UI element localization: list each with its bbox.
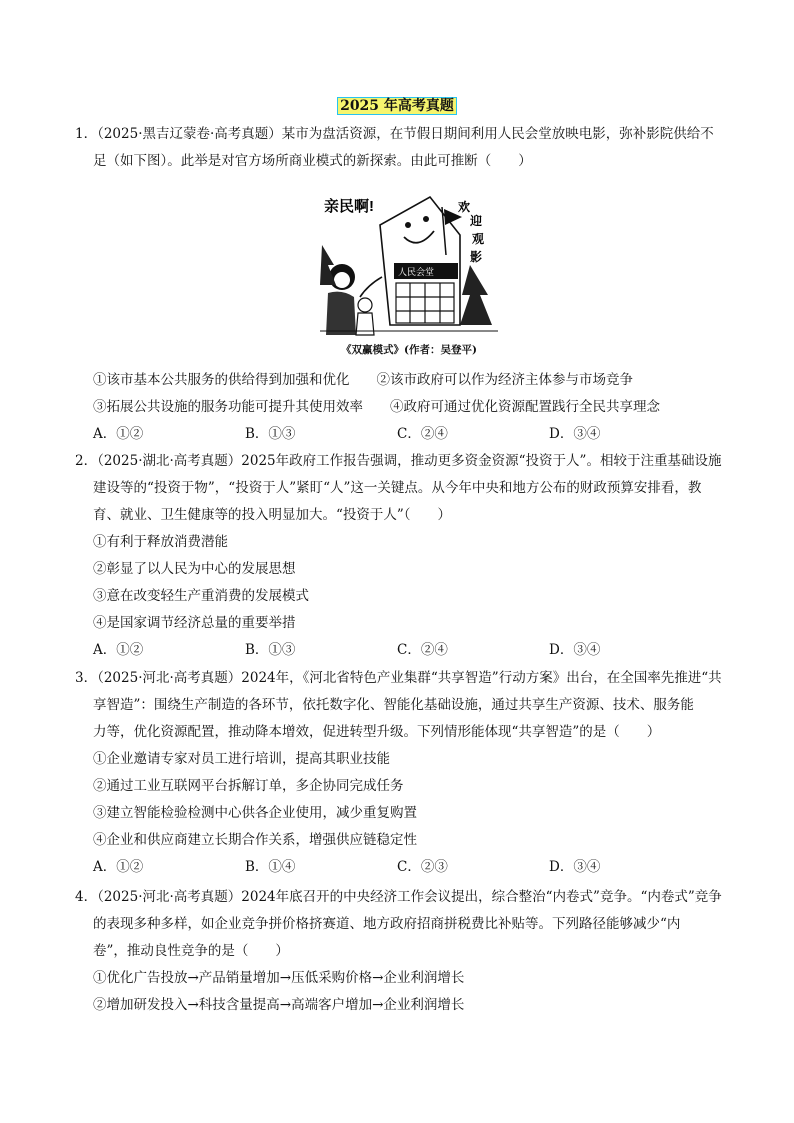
question-2-option-4: ④是国家调节经济总量的重要举措 bbox=[93, 615, 296, 631]
cartoon-figure bbox=[320, 185, 498, 337]
question-2-stem-line-1 bbox=[75, 448, 725, 475]
question-4-option-2: ②增加研发投入→科技含量提高→高端客户增加→企业利润增长 bbox=[93, 997, 465, 1013]
question-3-option-3: ③建立智能检验检测中心供各企业使用，减少重复购置 bbox=[93, 805, 417, 821]
question-3-number: 3． bbox=[75, 670, 98, 686]
question-1-stem-line-1 bbox=[75, 121, 725, 148]
question-2-number: 2． bbox=[75, 453, 98, 469]
question-1-choice-b[interactable]: B．①③ bbox=[245, 426, 296, 442]
question-1-option-row-1: ①该市基本公共服务的供给得到加强和优化 ②该市政府可以作为经济主体参与市场竞争 bbox=[93, 372, 633, 388]
speech-right-char-3: 观 bbox=[472, 232, 485, 246]
question-1-choice-d[interactable]: D．③④ bbox=[549, 426, 601, 442]
question-1-stem-line-2: 足（如下图）。此举是对官方场所商业模式的新探索。由此可推断（ ） bbox=[93, 153, 532, 169]
title-text: 年高考真题 bbox=[379, 98, 454, 114]
question-1-options bbox=[75, 367, 725, 448]
title-year: 2025 bbox=[340, 98, 380, 114]
question-4-stem-line-3: 卷”，推动良性竞争的是（ ） bbox=[93, 943, 289, 959]
question-2-choices bbox=[75, 637, 725, 664]
question-4 bbox=[75, 884, 725, 1019]
question-2-choice-d[interactable]: D．③④ bbox=[549, 642, 601, 658]
page-title bbox=[0, 95, 794, 115]
question-3-choices bbox=[75, 854, 725, 881]
question-2-choice-c[interactable]: C．②④ bbox=[397, 642, 448, 658]
building-sign-text: 人民会堂 bbox=[398, 268, 435, 278]
speech-right-char-4: 影 bbox=[470, 250, 483, 264]
question-3-stem-line-3: 力等，优化资源配置，推动降本增效，促进转型升级。下列情形能体现“共享智造”的是（ ） bbox=[93, 724, 661, 740]
figure-caption: 《双赢模式》(作者：吴登平) bbox=[341, 344, 477, 356]
speech-right-char-2: 迎 bbox=[470, 214, 483, 228]
question-2-stem-line-2: 建设等的“投资于物”，“投资于人”紧盯“人”这一关键点。从今年中央和地方公布的财政预算安排看，教 bbox=[93, 480, 702, 496]
question-3-choice-a[interactable]: A．①② bbox=[93, 859, 144, 875]
question-3-stem-line-1 bbox=[75, 665, 725, 692]
speech-right-char-1: 欢 bbox=[458, 200, 471, 214]
question-1-choices bbox=[75, 421, 725, 448]
title-highlight bbox=[337, 97, 457, 115]
question-4-option-1: ①优化广告投放→产品销量增加→压低采购价格→企业利润增长 bbox=[93, 970, 465, 986]
question-1-number: 1． bbox=[75, 126, 98, 142]
question-3-choice-c[interactable]: C．②③ bbox=[397, 859, 448, 875]
question-2-choice-b[interactable]: B．①③ bbox=[245, 642, 296, 658]
question-3-option-2: ②通过工业互联网平台拆解订单，多企协同完成任务 bbox=[93, 778, 404, 794]
question-4-stem-line-1 bbox=[75, 884, 725, 911]
question-1-choice-a[interactable]: A．①② bbox=[93, 426, 144, 442]
question-4-stem-text-1: （2025·河北·高考真题）2024年底召开的中央经济工作会议提出，综合整治“内卷式”竞争。“内卷式”竞争 bbox=[97, 889, 722, 905]
question-2-option-2: ②彰显了以人民为中心的发展思想 bbox=[93, 561, 296, 577]
question-3-choice-d[interactable]: D．③④ bbox=[549, 859, 601, 875]
question-3 bbox=[75, 665, 725, 881]
question-3-choice-b[interactable]: B．①④ bbox=[245, 859, 296, 875]
question-3-option-1: ①企业邀请专家对员工进行培训，提高其职业技能 bbox=[93, 751, 390, 767]
question-1-option-row-2: ③拓展公共设施的服务功能可提升其使用效率 ④政府可通过优化资源配置践行全民共享理念 bbox=[93, 399, 660, 415]
question-1-choice-c[interactable]: C．②④ bbox=[397, 426, 448, 442]
question-3-stem-line-2: 享智造”：围绕生产制造的各环节，依托数字化、智能化基础设施，通过共享生产资源、技术、服务能 bbox=[93, 697, 694, 713]
question-2 bbox=[75, 448, 725, 664]
question-2-choice-a[interactable]: A．①② bbox=[93, 642, 144, 658]
question-1 bbox=[75, 121, 725, 175]
question-2-option-3: ③意在改变轻生产重消费的发展模式 bbox=[93, 588, 309, 604]
question-3-option-4: ④企业和供应商建立长期合作关系，增强供应链稳定性 bbox=[93, 832, 417, 848]
question-2-option-1: ①有利于释放消费潜能 bbox=[93, 534, 228, 550]
question-4-number: 4． bbox=[75, 889, 98, 905]
question-4-stem-line-2: 的表现多种多样，如企业竞争拼价格挤赛道、地方政府招商拼税费比补贴等。下列路径能够减少“内 bbox=[93, 916, 681, 932]
speech-left: 亲民啊! bbox=[324, 198, 374, 215]
question-1-stem-text-1: （2025·黑吉辽蒙卷·高考真题）某市为盘活资源，在节假日期间利用人民会堂放映电影，弥补影院供给不 bbox=[97, 126, 714, 142]
question-3-stem-text-1: （2025·河北·高考真题）2024年，《河北省特色产业集群“共享智造”行动方案》出台，在全国率先推进“共 bbox=[97, 670, 722, 686]
child-figure bbox=[358, 298, 372, 312]
question-2-stem-line-3: 育、就业、卫生健康等的投入明显加大。“投资于人”（ ） bbox=[93, 507, 452, 523]
question-2-stem-text-1: （2025·湖北·高考真题）2025年政府工作报告强调，推动更多资金资源“投资于人”。相较于注重基础设施 bbox=[97, 453, 722, 469]
